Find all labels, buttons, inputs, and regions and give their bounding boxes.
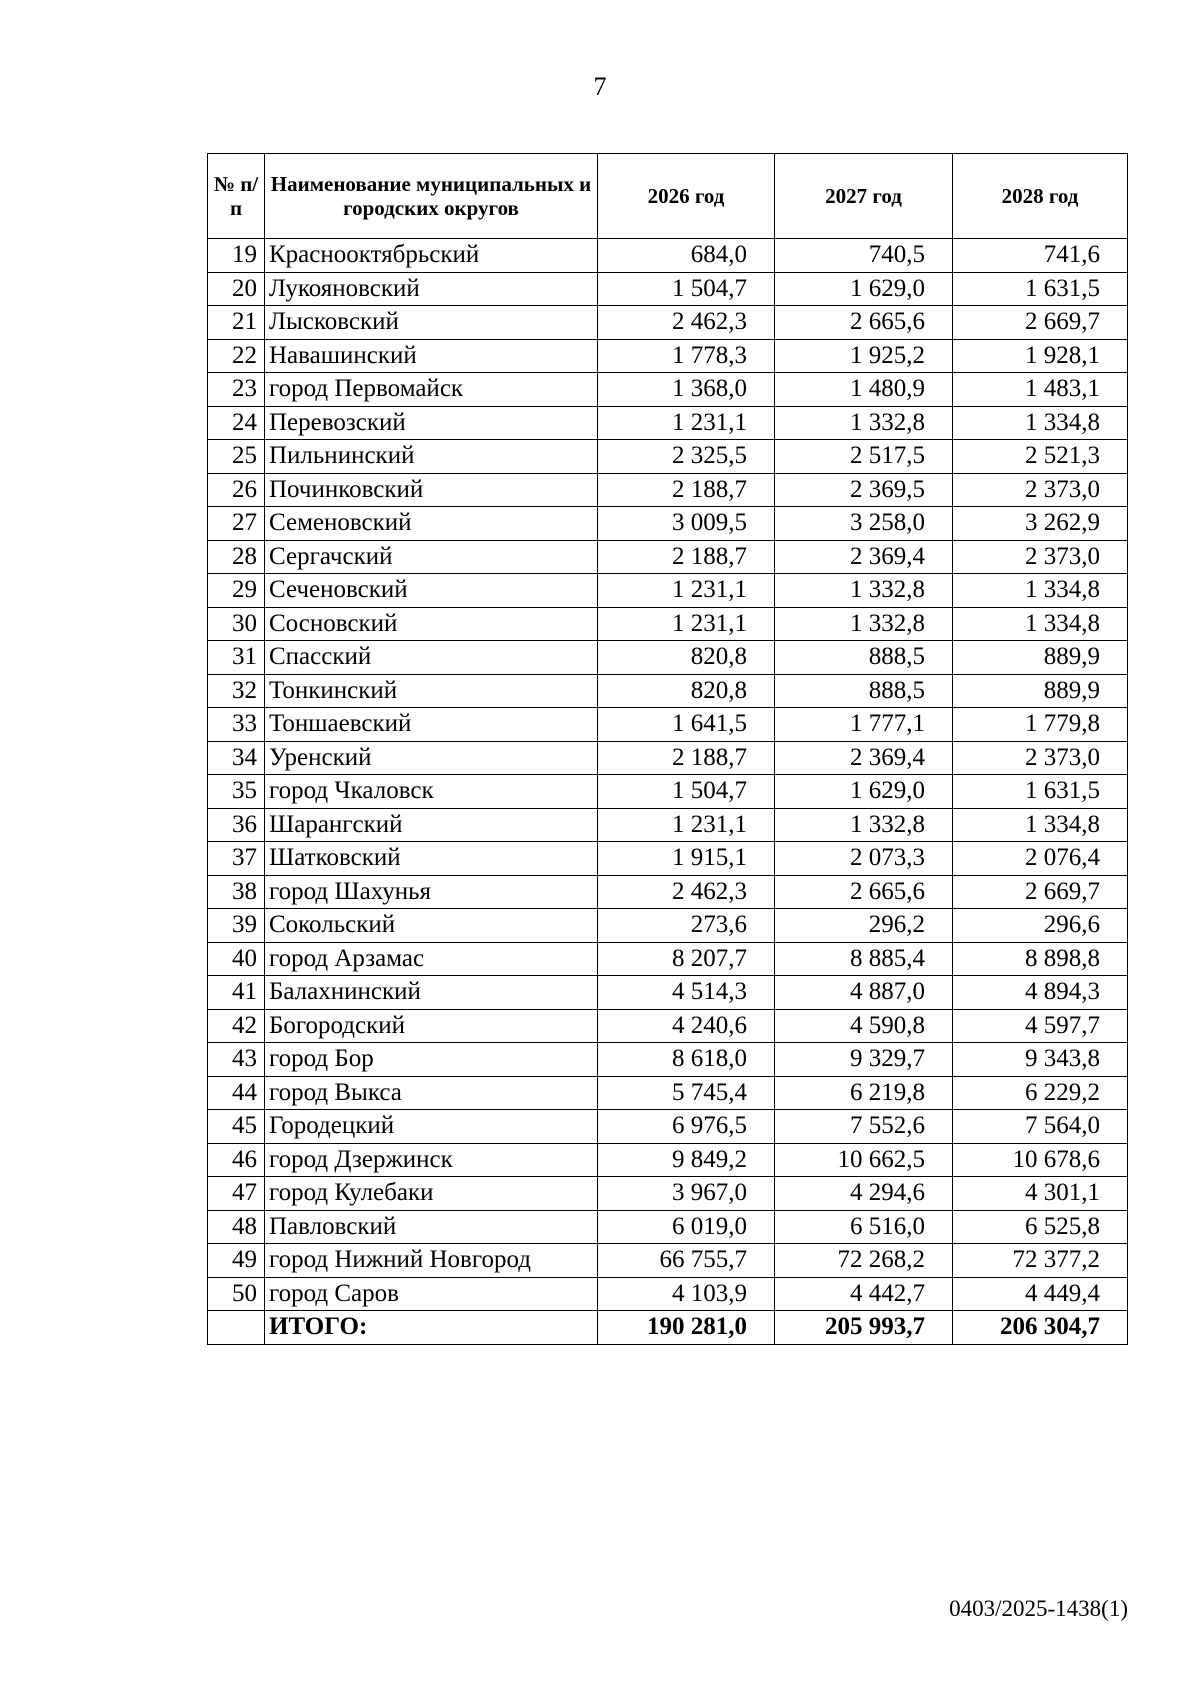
row-number: 44 [208,1076,265,1110]
header-2028: 2028 год [953,154,1128,239]
value-2026: 2 325,5 [598,440,775,474]
value-2028: 8 898,8 [953,942,1128,976]
value-2027: 1 332,8 [775,607,953,641]
header-2026: 2026 год [598,154,775,239]
value-2027: 8 885,4 [775,942,953,976]
value-2027: 2 369,4 [775,741,953,775]
row-number: 27 [208,507,265,541]
table-row [208,641,1128,675]
table-row [208,1244,1128,1278]
row-number: 50 [208,1277,265,1311]
value-2028: 2 076,4 [953,842,1128,876]
table-row [208,1076,1128,1110]
table-row [208,607,1128,641]
table-row [208,1009,1128,1043]
value-2026: 2 462,3 [598,875,775,909]
row-number: 20 [208,272,265,306]
value-2027: 2 073,3 [775,842,953,876]
district-name: город Саров [265,1277,598,1311]
row-number: 46 [208,1143,265,1177]
value-2027: 2 665,6 [775,306,953,340]
district-name: Краснооктябрьский [265,239,598,273]
total-2026: 190 281,0 [598,1311,775,1345]
value-2028: 2 373,0 [953,540,1128,574]
value-2026: 1 368,0 [598,373,775,407]
table-row [208,875,1128,909]
row-number: 33 [208,708,265,742]
row-number: 49 [208,1244,265,1278]
value-2028: 10 678,6 [953,1143,1128,1177]
value-2028: 2 669,7 [953,306,1128,340]
header-name [265,154,598,239]
district-name: Уренский [265,741,598,775]
value-2027: 2 665,6 [775,875,953,909]
value-2027: 1 777,1 [775,708,953,742]
header-num-text: № п/п [213,172,259,220]
district-name: Тоншаевский [265,708,598,742]
row-number: 41 [208,976,265,1010]
value-2026: 4 103,9 [598,1277,775,1311]
row-number: 48 [208,1210,265,1244]
table-row [208,842,1128,876]
table-row [208,708,1128,742]
header-2027: 2027 год [775,154,953,239]
district-name: Сокольский [265,909,598,943]
table-row [208,507,1128,541]
row-number: 19 [208,239,265,273]
district-name: Шатковский [265,842,598,876]
value-2028: 4 597,7 [953,1009,1128,1043]
table-row [208,909,1128,943]
table-row [208,440,1128,474]
district-name: Павловский [265,1210,598,1244]
value-2027: 1 629,0 [775,272,953,306]
value-2028: 1 779,8 [953,708,1128,742]
value-2027: 4 294,6 [775,1177,953,1211]
table-row [208,1210,1128,1244]
value-2027: 4 590,8 [775,1009,953,1043]
district-name: Богородский [265,1009,598,1043]
value-2026: 1 231,1 [598,574,775,608]
table-row [208,674,1128,708]
row-number: 25 [208,440,265,474]
district-name: город Чкаловск [265,775,598,809]
district-name: Шарангский [265,808,598,842]
value-2026: 2 188,7 [598,741,775,775]
table-row [208,1277,1128,1311]
value-2027: 1 480,9 [775,373,953,407]
value-2028: 741,6 [953,239,1128,273]
value-2028: 9 343,8 [953,1043,1128,1077]
table-row [208,239,1128,273]
district-name: город Бор [265,1043,598,1077]
row-number: 43 [208,1043,265,1077]
value-2027: 2 517,5 [775,440,953,474]
value-2027: 888,5 [775,641,953,675]
value-2026: 1 641,5 [598,708,775,742]
value-2027: 1 332,8 [775,406,953,440]
district-name: город Выкса [265,1076,598,1110]
district-name: Городецкий [265,1110,598,1144]
value-2028: 2 373,0 [953,473,1128,507]
district-name: Перевозский [265,406,598,440]
value-2027: 1 629,0 [775,775,953,809]
table-row [208,473,1128,507]
total-empty-cell [208,1311,265,1345]
district-name: город Арзамас [265,942,598,976]
value-2027: 2 369,4 [775,540,953,574]
table-row [208,942,1128,976]
value-2026: 1 778,3 [598,339,775,373]
value-2027: 4 887,0 [775,976,953,1010]
value-2028: 889,9 [953,641,1128,675]
table-row [208,306,1128,340]
value-2028: 2 521,3 [953,440,1128,474]
table-row [208,741,1128,775]
header-name-text: Наименование муниципальных и городских округов [270,172,592,220]
value-2028: 296,6 [953,909,1128,943]
row-number: 42 [208,1009,265,1043]
row-number: 22 [208,339,265,373]
value-2026: 8 207,7 [598,942,775,976]
value-2028: 2 373,0 [953,741,1128,775]
value-2028: 889,9 [953,674,1128,708]
table-row [208,1177,1128,1211]
value-2027: 1 332,8 [775,808,953,842]
value-2026: 66 755,7 [598,1244,775,1278]
value-2026: 2 188,7 [598,473,775,507]
value-2026: 684,0 [598,239,775,273]
value-2026: 2 462,3 [598,306,775,340]
district-name: Починковский [265,473,598,507]
total-row [208,1311,1128,1345]
value-2028: 6 525,8 [953,1210,1128,1244]
row-number: 47 [208,1177,265,1211]
value-2026: 9 849,2 [598,1143,775,1177]
value-2026: 3 009,5 [598,507,775,541]
row-number: 23 [208,373,265,407]
table-row [208,339,1128,373]
value-2027: 10 662,5 [775,1143,953,1177]
row-number: 32 [208,674,265,708]
value-2026: 4 240,6 [598,1009,775,1043]
row-number: 24 [208,406,265,440]
page-number: 7 [593,72,607,101]
row-number: 45 [208,1110,265,1144]
district-name: Сосновский [265,607,598,641]
row-number: 30 [208,607,265,641]
row-number: 36 [208,808,265,842]
row-number: 29 [208,574,265,608]
row-number: 34 [208,741,265,775]
district-name: город Первомайск [265,373,598,407]
value-2027: 2 369,5 [775,473,953,507]
value-2028: 1 334,8 [953,808,1128,842]
table-row [208,574,1128,608]
table-row [208,406,1128,440]
table-row [208,1143,1128,1177]
value-2026: 273,6 [598,909,775,943]
row-number: 28 [208,540,265,574]
table-row [208,808,1128,842]
value-2028: 1 483,1 [953,373,1128,407]
district-name: Семеновский [265,507,598,541]
value-2028: 72 377,2 [953,1244,1128,1278]
value-2028: 2 669,7 [953,875,1128,909]
table-row [208,373,1128,407]
total-2028: 206 304,7 [953,1311,1128,1345]
district-name: Сергачский [265,540,598,574]
value-2028: 1 334,8 [953,406,1128,440]
value-2026: 4 514,3 [598,976,775,1010]
value-2026: 2 188,7 [598,540,775,574]
value-2026: 1 504,7 [598,775,775,809]
value-2026: 1 231,1 [598,808,775,842]
value-2027: 4 442,7 [775,1277,953,1311]
row-number: 35 [208,775,265,809]
value-2028: 6 229,2 [953,1076,1128,1110]
value-2027: 9 329,7 [775,1043,953,1077]
row-number: 37 [208,842,265,876]
total-label: ИТОГО: [265,1311,598,1345]
value-2028: 3 262,9 [953,507,1128,541]
header-num [208,154,265,239]
value-2028: 4 301,1 [953,1177,1128,1211]
district-name: Спасский [265,641,598,675]
value-2026: 6 019,0 [598,1210,775,1244]
value-2027: 72 268,2 [775,1244,953,1278]
table-row [208,1110,1128,1144]
row-number: 21 [208,306,265,340]
value-2028: 1 334,8 [953,607,1128,641]
district-name: Тонкинский [265,674,598,708]
value-2026: 8 618,0 [598,1043,775,1077]
value-2028: 1 928,1 [953,339,1128,373]
district-name: Лысковский [265,306,598,340]
value-2026: 1 231,1 [598,406,775,440]
value-2027: 6 516,0 [775,1210,953,1244]
district-name: Пильнинский [265,440,598,474]
row-number: 38 [208,875,265,909]
value-2026: 1 915,1 [598,842,775,876]
table-row [208,976,1128,1010]
district-name: город Шахунья [265,875,598,909]
value-2027: 6 219,8 [775,1076,953,1110]
row-number: 31 [208,641,265,675]
value-2026: 1 504,7 [598,272,775,306]
row-number: 26 [208,473,265,507]
value-2027: 1 332,8 [775,574,953,608]
value-2026: 820,8 [598,674,775,708]
value-2028: 7 564,0 [953,1110,1128,1144]
value-2028: 1 334,8 [953,574,1128,608]
value-2026: 3 967,0 [598,1177,775,1211]
table-row [208,272,1128,306]
table-row [208,775,1128,809]
value-2028: 1 631,5 [953,775,1128,809]
table-row [208,540,1128,574]
value-2027: 1 925,2 [775,339,953,373]
district-name: Навашинский [265,339,598,373]
row-number: 39 [208,909,265,943]
value-2028: 1 631,5 [953,272,1128,306]
value-2026: 6 976,5 [598,1110,775,1144]
value-2027: 888,5 [775,674,953,708]
value-2027: 740,5 [775,239,953,273]
district-name: город Кулебаки [265,1177,598,1211]
table-header-row [208,154,1128,239]
value-2028: 4 449,4 [953,1277,1128,1311]
district-name: город Дзержинск [265,1143,598,1177]
district-name: Балахнинский [265,976,598,1010]
district-name: Сеченовский [265,574,598,608]
value-2027: 7 552,6 [775,1110,953,1144]
value-2026: 820,8 [598,641,775,675]
value-2028: 4 894,3 [953,976,1128,1010]
value-2026: 1 231,1 [598,607,775,641]
row-number: 40 [208,942,265,976]
value-2027: 296,2 [775,909,953,943]
allocation-table [207,153,1128,1345]
total-2027: 205 993,7 [775,1311,953,1345]
value-2026: 5 745,4 [598,1076,775,1110]
table-row [208,1043,1128,1077]
district-name: город Нижний Новгород [265,1244,598,1278]
district-name: Лукояновский [265,272,598,306]
table-body [208,239,1128,1345]
value-2027: 3 258,0 [775,507,953,541]
document-code: 0403/2025-1438(1) [949,1596,1128,1621]
